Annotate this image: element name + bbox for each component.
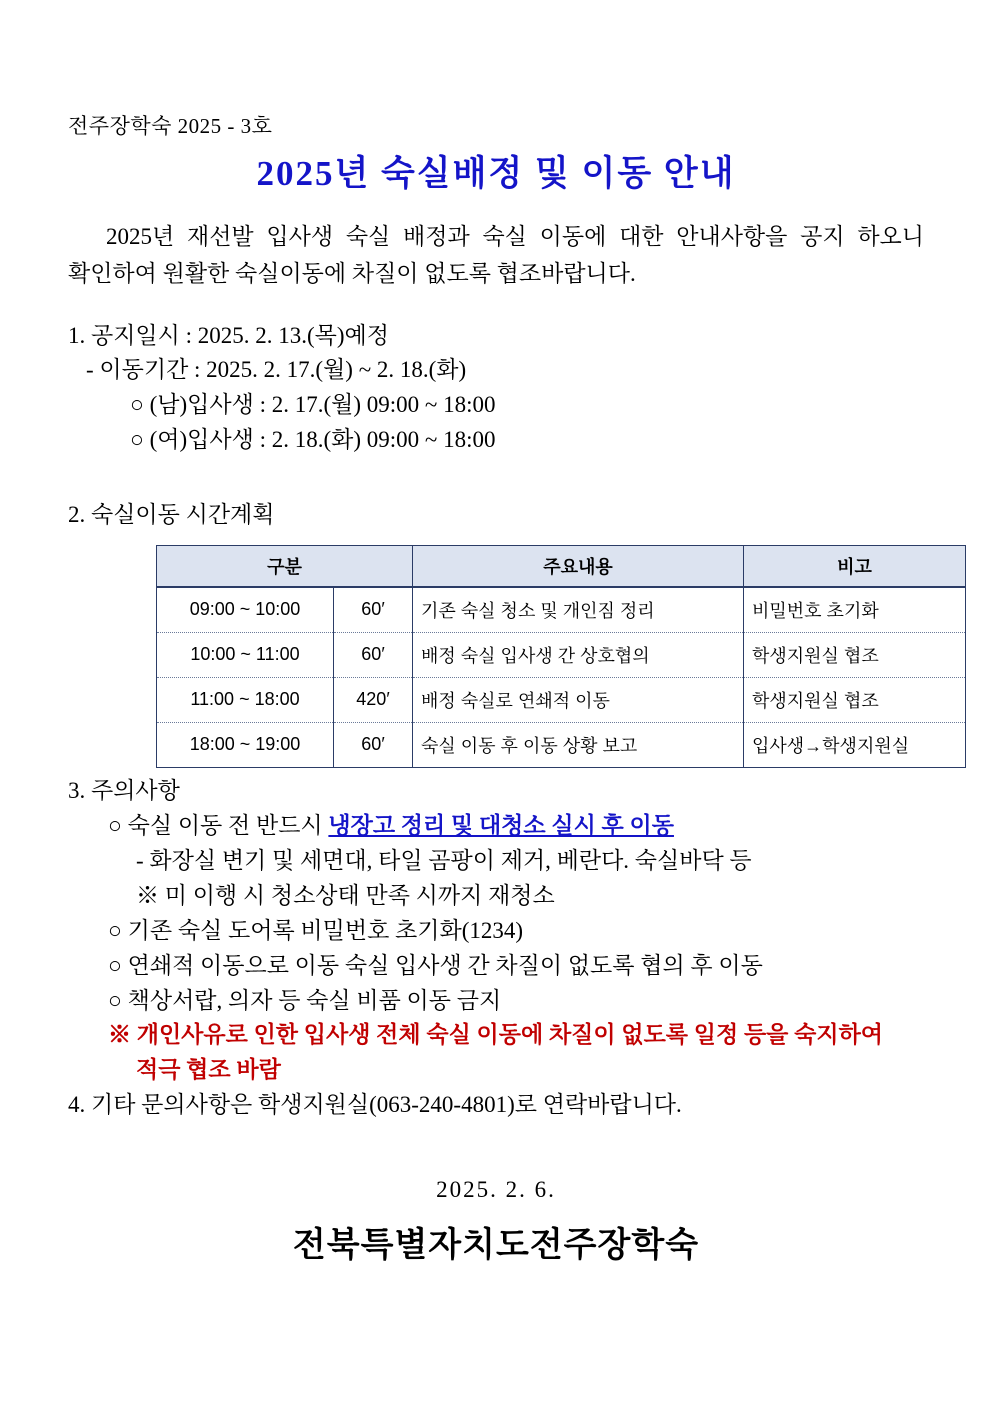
section3-item1-note: ※ 미 이행 시 청소상태 만족 시까지 재청소 <box>136 882 555 908</box>
cell-time: 18:00 ~ 19:00 <box>157 722 334 767</box>
table-row <box>157 677 966 722</box>
section3-item3: ○ 연쇄적 이동으로 이동 숙실 입사생 간 차질이 없도록 협의 후 이동 <box>108 952 763 978</box>
table-row <box>157 722 966 767</box>
cell-note: 학생지원실 협조 <box>744 632 966 677</box>
intro-paragraph: 2025년 재선발 입사생 숙실 배정과 숙실 이동에 대한 안내사항을 공지 하오니 확인하여 원활한 숙실이동에 차질이 없도록 협조바랍니다. <box>68 224 924 287</box>
table-header-content: 주요내용 <box>413 545 744 587</box>
section1-bullet-female: ○ (여)입사생 : 2. 18.(화) 09:00 ~ 18:00 <box>130 427 496 453</box>
table-header-note: 비고 <box>744 545 966 587</box>
section3-heading: 3. 주의사항 <box>68 777 180 803</box>
cell-note: 학생지원실 협조 <box>744 677 966 722</box>
table-row <box>157 587 966 633</box>
section4-heading: 4. 기타 문의사항은 학생지원실(063-240-4801)로 연락바랍니다. <box>68 1092 682 1118</box>
cell-note: 입사생→학생지원실 <box>744 722 966 767</box>
section3-item1-prefix: ○ 숙실 이동 전 반드시 <box>108 812 329 838</box>
section3-item1-emphasis: 냉장고 정리 및 대청소 실시 후 이동 <box>328 812 674 838</box>
spacer <box>68 458 924 492</box>
cell-content: 배정 숙실로 연쇄적 이동 <box>413 677 744 722</box>
schedule-table <box>156 545 966 768</box>
section3-item4: ○ 책상서랍, 의자 등 숙실 비품 이동 금지 <box>108 987 502 1013</box>
cell-duration: 420′ <box>334 677 413 722</box>
table-header-category: 구분 <box>157 545 413 587</box>
section1-bullet-male: ○ (남)입사생 : 2. 17.(월) 09:00 ~ 18:00 <box>130 392 496 418</box>
cell-content: 숙실 이동 후 이동 상황 보고 <box>413 722 744 767</box>
cell-content: 배정 숙실 입사생 간 상호협의 <box>413 632 744 677</box>
section1-subline: - 이동기간 : 2025. 2. 17.(월) ~ 2. 18.(화) <box>86 357 467 383</box>
section3-item1 <box>108 809 924 844</box>
document-number: 전주장학숙 2025 - 3호 <box>68 114 273 138</box>
cell-duration: 60′ <box>334 632 413 677</box>
section3-red-note-line1: ※ 개인사유로 인한 입사생 전체 숙실 이동에 차질이 없도록 일정 등을 숙지하여 <box>108 1022 884 1048</box>
section3-item1-sub: - 화장실 변기 및 세면대, 타일 곰팡이 제거, 베란다. 숙실바닥 등 <box>136 847 752 873</box>
section3-red-note-line2: 적극 협조 바람 <box>136 1057 281 1083</box>
section3-item2: ○ 기존 숙실 도어록 비밀번호 초기화(1234) <box>108 917 524 943</box>
footer-date: 2025. 2. 6. <box>436 1177 556 1203</box>
table-row <box>157 632 966 677</box>
cell-duration: 60′ <box>334 722 413 767</box>
footer-organization: 전북특별자치도전주장학숙 <box>292 1227 700 1265</box>
section1-heading: 1. 공지일시 : 2025. 2. 13.(목)예정 <box>68 322 389 348</box>
cell-time: 11:00 ~ 18:00 <box>157 677 334 722</box>
cell-time: 09:00 ~ 10:00 <box>157 587 334 633</box>
section2-heading: 2. 숙실이동 시간계획 <box>68 502 275 528</box>
cell-content: 기존 숙실 청소 및 개인짐 정리 <box>413 587 744 633</box>
cell-note: 비밀번호 초기화 <box>744 587 966 633</box>
cell-time: 10:00 ~ 11:00 <box>157 632 334 677</box>
cell-duration: 60′ <box>334 587 413 633</box>
page-title: 2025년 숙실배정 및 이동 안내 <box>256 154 736 193</box>
